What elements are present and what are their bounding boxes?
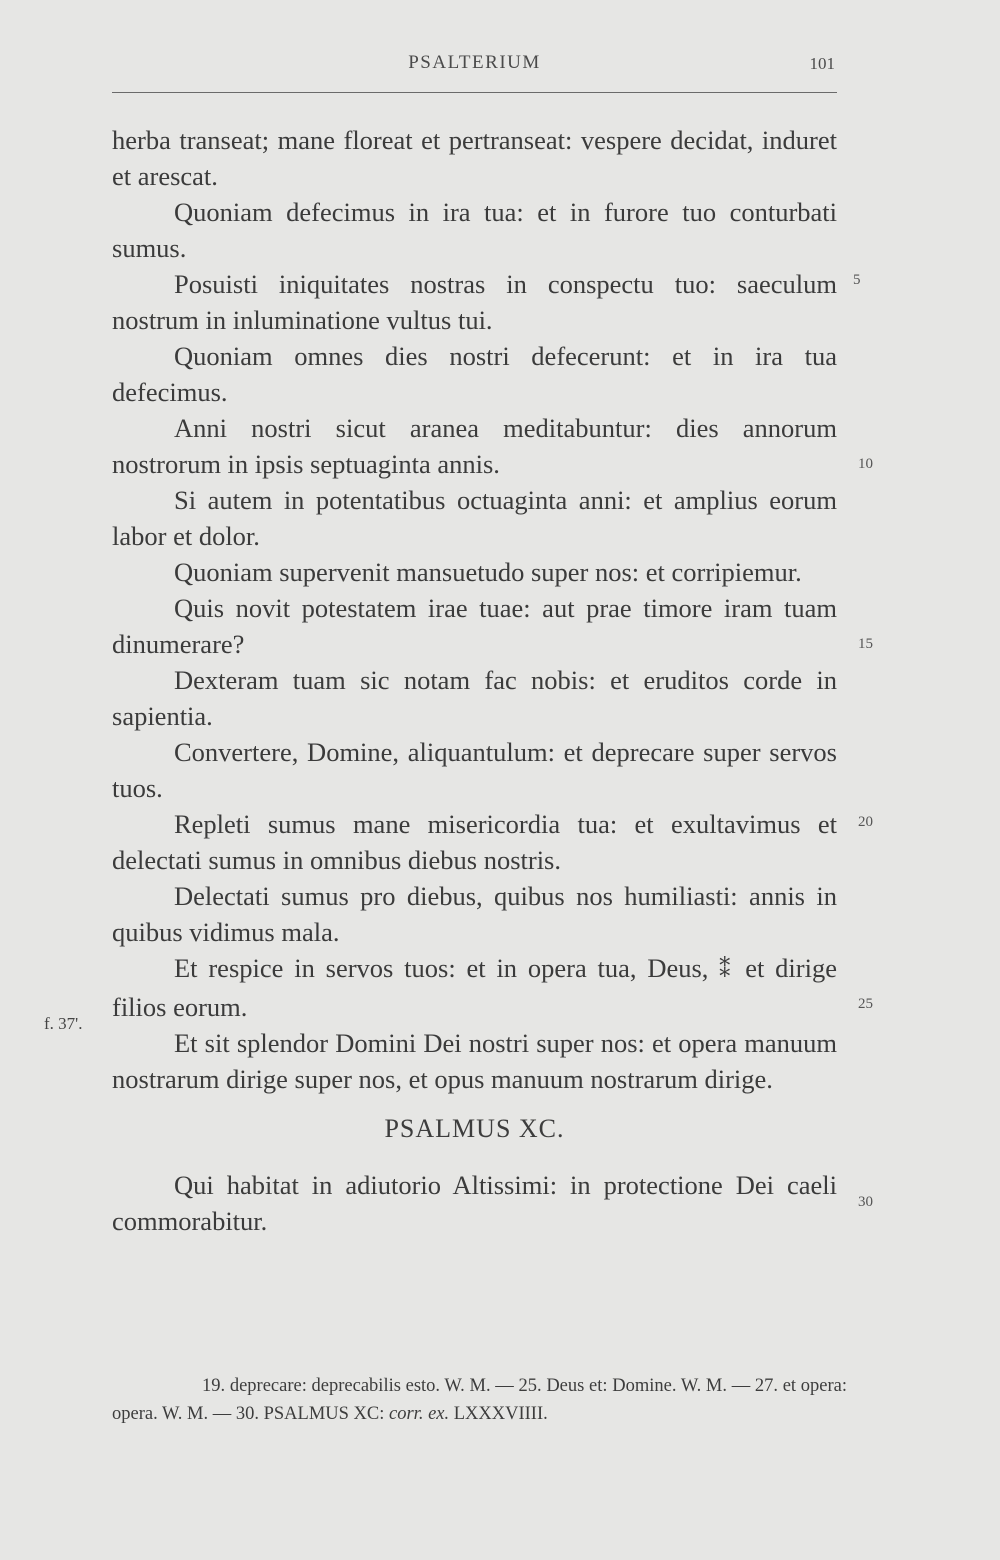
footnotes: [112, 1372, 847, 1428]
line-number: 25: [858, 996, 873, 1012]
verse: herba transeat; mane floreat et pertranseat: vespere decidat, induret et arescat.: [112, 125, 837, 191]
footnote-text: 19. deprecare: deprecabilis esto. W. M. — 25. Deus et: Domine. W. M. — 27. et opera: opera. W. M. — 30. PSALMUS XC:: [112, 1376, 847, 1424]
verse: Et sit splendor Domini Dei nostri super nos: et opera manuum nostrarum dirige super nos, et opus manuum nostrarum dirige.: [112, 1028, 837, 1094]
verse: Quoniam defecimus in ira tua: et in furore tuo conturbati sumus.: [112, 197, 837, 263]
line-number: 30: [858, 1194, 873, 1210]
verse: Quoniam supervenit mansuetudo super nos: et corripiemur.: [174, 557, 802, 587]
verse: Dexteram tuam sic notam fac nobis: et eruditos corde in sapientia.: [112, 665, 837, 731]
line-number: 20: [858, 814, 873, 830]
verse-with-marker: [112, 950, 837, 1025]
folio-margin-note: f. 37'.: [44, 1014, 83, 1033]
running-title: PSALTERIUM: [408, 52, 541, 73]
asterisk-marker-icon: ⁑: [719, 958, 735, 983]
verse: Delectati sumus pro diebus, quibus nos humiliasti: annis in quibus vidimus mala.: [112, 881, 837, 947]
line-number: 5: [853, 272, 861, 288]
footnote-italic: corr. ex.: [389, 1404, 450, 1424]
footnote-paragraph: [112, 1372, 847, 1428]
verse: Si autem in potentatibus octuaginta anni: et amplius eorum labor et dolor.: [112, 485, 837, 551]
line-number: 15: [858, 636, 873, 652]
psalm-heading: PSALMUS XC.: [384, 1114, 565, 1143]
verse: Posuisti iniquitates nostras in conspectu tuo: saeculum nostrum in inluminatione vultus tui.: [112, 269, 837, 335]
verse: Convertere, Domine, aliquantulum: et deprecare super servos tuos.: [112, 737, 837, 803]
verse: Anni nostri sicut aranea meditabuntur: dies annorum nostrorum in ipsis septuaginta annis.: [112, 413, 837, 479]
verse-text: Et respice in servos tuos: et in opera tua, Deus,: [174, 953, 709, 983]
psalm-text: [112, 122, 837, 1239]
verse-text: et dirige filios eorum.: [112, 953, 837, 1022]
running-head: [112, 52, 837, 93]
verse: Qui habitat in adiutorio Altissimi: in protectione Dei caeli commorabitur.: [112, 1170, 837, 1236]
verse: Quis novit potestatem irae tuae: aut prae timore iram tuam dinumerare?: [112, 593, 837, 659]
verse: Quoniam omnes dies nostri defecerunt: et in ira tua defecimus.: [112, 341, 837, 407]
footnote-text: LXXXVIIII.: [449, 1404, 548, 1424]
line-number: 10: [858, 456, 873, 472]
verse: Repleti sumus mane misericordia tua: et exultavimus et delectati sumus in omnibus diebus nostris.: [112, 809, 837, 875]
page-number: 101: [809, 54, 835, 73]
